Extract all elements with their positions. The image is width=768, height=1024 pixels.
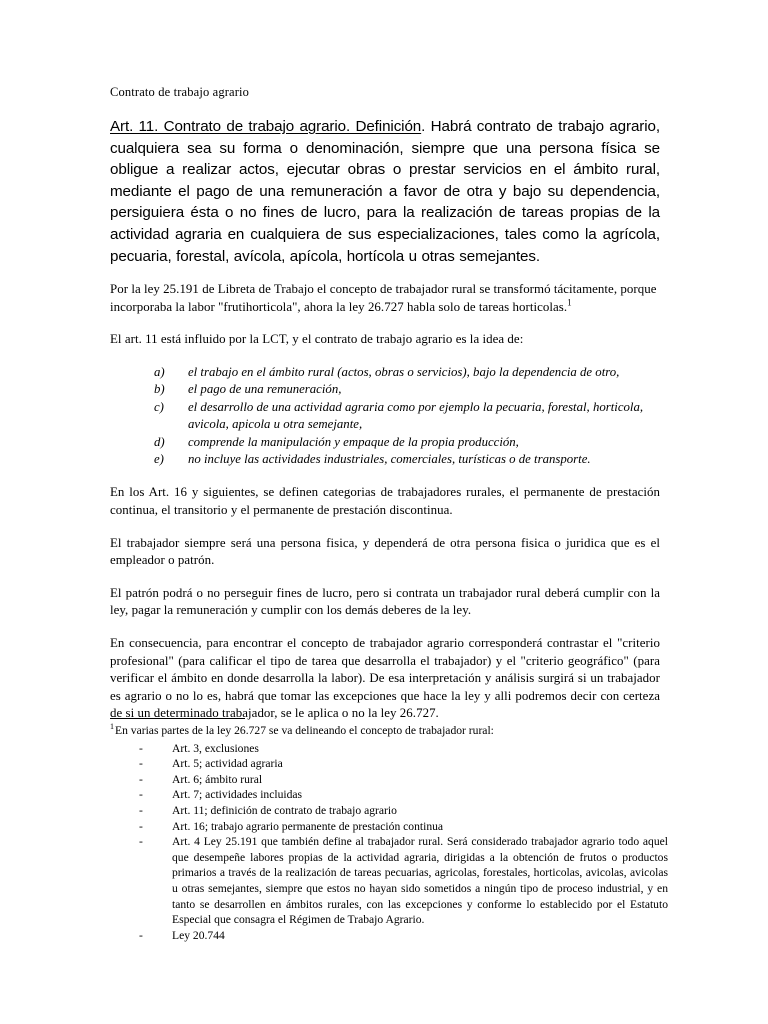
list-item-dash: -: [139, 803, 143, 817]
paragraph-consecuencia: En consecuencia, para encontrar el concepto de trabajador agrario corresponderá contrastar el "criterio profesional" (para calificar el tipo de tarea que desarrolla el trabajador) y el "criterio geográfico" (para verificar el ámbito en donde desarrolla la labor). De esa interpretación y análisis surgirá si un trabajador es agrario o no lo es, habrá que tomar las excepciones que hace la ley y alli podremos decir con certeza de si un determinado trabajador, se le aplica o no la ley 26.727.: [110, 635, 660, 721]
list-item-label: el desarrollo de una actividad agraria como por ejemplo la pecuaria, forestal, horticola, avicola, apicola u otra semejante,: [188, 399, 644, 432]
paragraph-art16: En los Art. 16 y siguientes, se definen categorias de trabajadores rurales, el permanente de prestación continua, el transitorio y el permanente de prestación discontinua.: [110, 485, 660, 517]
list-item: [139, 756, 668, 772]
list-item-label: Art. 16; trabajo agrario permanente de prestación continua: [172, 819, 444, 833]
paragraph-ley-25191-text: Por la ley 25.191 de Libreta de Trabajo el concepto de trabajador rural se transformó tácitamente, porque incorporaba la labor "frutihorticola", ahora la ley 26.727 habla solo de tareas horticolas.: [110, 282, 657, 314]
list-item: [139, 772, 668, 788]
list-item-label: comprende la manipulación y empaque de la propia producción,: [188, 434, 519, 449]
paragraph-patron: El patrón podrá o no perseguir fines de lucro, pero si contrata un trabajador rural deberá cumplir con la ley, pagar la remuneración y cumplir con los demás deberes de la ley.: [110, 585, 660, 618]
list-item-marker: d): [154, 434, 165, 449]
list-item-label: no incluye las actividades industriales, comerciales, turísticas o de transporte.: [188, 451, 591, 466]
footnote-section: [110, 718, 668, 943]
footnote-separator: [110, 718, 245, 719]
list-item: [139, 819, 668, 835]
list-item-marker: b): [154, 382, 165, 397]
footnote-reference: 1: [567, 297, 572, 308]
list-item-marker: e): [154, 451, 164, 466]
list-item: [154, 451, 660, 468]
list-item-label: Art. 6; ámbito rural: [172, 772, 263, 786]
paragraph-intro-list: El art. 11 está influido por la LCT, y el contrato de trabajo agrario es la idea de:: [110, 332, 524, 347]
list-item: [139, 928, 668, 944]
list-item-label: el trabajo en el ámbito rural (actos, obras o servicios), bajo la dependencia de otro,: [188, 364, 620, 379]
list-item-dash: -: [139, 819, 143, 833]
list-item-dash: -: [139, 835, 143, 849]
article-body: . Habrá contrato de trabajo agrario, cualquiera sea su forma o denominación, siempre que una persona física se obligue a realizar actos, ejecutar obras o prestar servicios en el ámbito rural, mediante el pago de una remuneración a favor de otra y bajo su dependencia, persiguiera ésta o no fines de lucro, para la realización de tareas propias de la actividad agraria en cualquiera de sus especializaciones, tales como la agrícola, pecuaria, forestal, avícola, apícola, hortícola u otras semejantes.: [110, 118, 660, 265]
list-item-marker: a): [154, 364, 165, 379]
page-title: Contrato de trabajo agrario: [110, 85, 250, 99]
list-item: [154, 381, 660, 398]
list-item-label: Art. 5; actividad agraria: [172, 757, 283, 771]
list-item: [154, 434, 660, 451]
list-item-marker: c): [154, 399, 164, 414]
footnote-marker: 1: [110, 722, 114, 732]
list-item-dash: -: [139, 772, 143, 786]
list-item-label: el pago de una remuneración,: [188, 382, 342, 397]
list-item: [139, 741, 668, 757]
list-item-label: Art. 3, exclusiones: [172, 741, 259, 755]
list-item-label: Art. 11; definición de contrato de trabajo agrario: [172, 803, 397, 817]
list-item-dash: -: [139, 928, 143, 942]
list-item: [139, 803, 668, 819]
article-11-block: [110, 116, 660, 267]
lettered-list: [110, 364, 660, 468]
list-item: [139, 787, 668, 803]
article-heading: Art. 11. Contrato de trabajo agrario. Definición: [110, 118, 422, 135]
list-item: [154, 364, 660, 381]
list-item-label: Ley 20.744: [172, 928, 225, 942]
list-item-dash: -: [139, 788, 143, 802]
list-item: [154, 399, 660, 434]
footnote-intro: [110, 723, 668, 739]
footnote-list: [110, 741, 668, 944]
footnote-intro-text: En varias partes de la ley 26.727 se va delineando el concepto de trabajador rural:: [115, 724, 494, 737]
list-item: [139, 834, 668, 928]
list-item-dash: -: [139, 757, 143, 771]
paragraph-ley-25191: [110, 281, 660, 316]
paragraph-trabajador: El trabajador siempre será una persona fisica, y dependerá de otra persona fisica o juridica que es el empleador o patrón.: [110, 535, 660, 568]
list-item-dash: -: [139, 741, 143, 755]
list-item-label: Art. 4 Ley 25.191 que también define al trabajador rural. Será considerado trabajador agrario todo aquel que desempeñe labores propias de la actividad agraria, dirigidas a la obtención de frutos o productos primarios a través de la realización de tareas pecuarias, agricolas, forestales, horticolas, avicolas, avicolas u otras semejantes, siempre que estos no hayan sido sometidos a ningún tipo de proceso industrial, y en tanto se desarrollen en ámbitos rurales, con las excepciones y conforme lo establecido por el Estatuto Especial que consagra el Régimen de Trabajo Agrario.: [172, 835, 668, 927]
list-item-label: Art. 7; actividades incluidas: [172, 788, 303, 802]
